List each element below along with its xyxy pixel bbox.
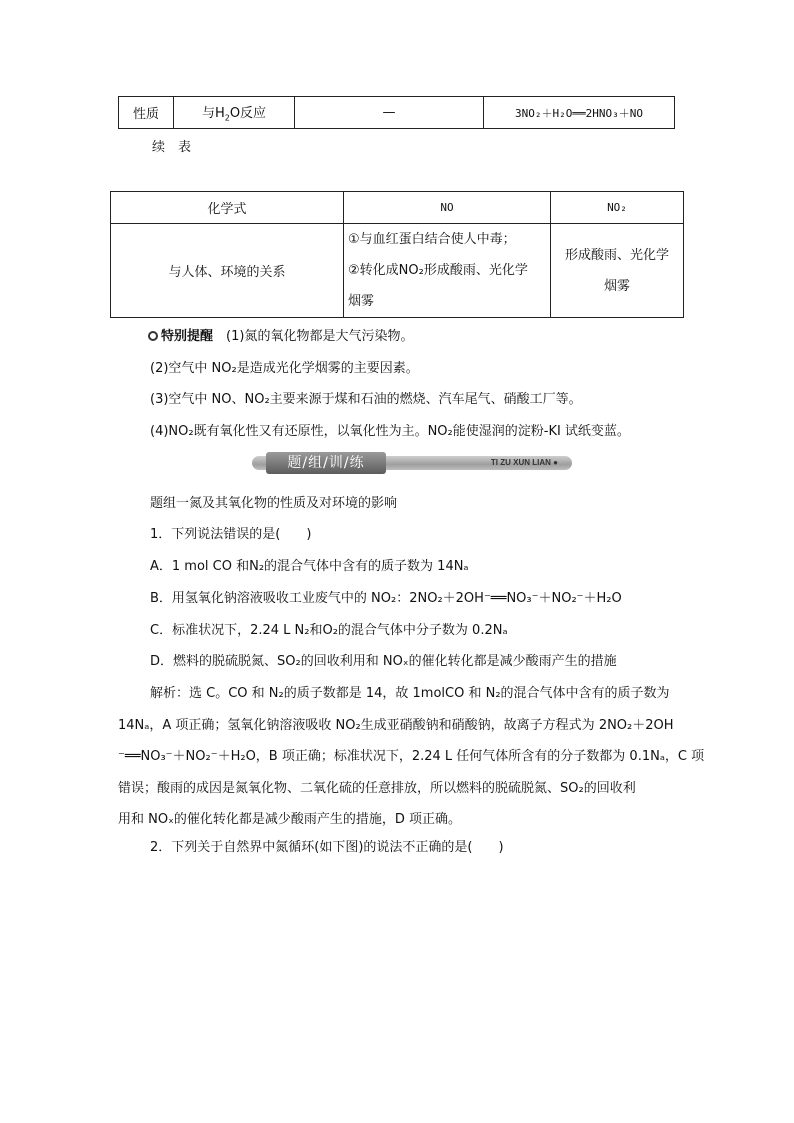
section-banner xyxy=(252,452,572,474)
banner-title: 题/组/训/练 xyxy=(266,452,386,474)
table-cell: 与人体、环境的关系 xyxy=(111,224,344,318)
cell-line: ②转化成NO₂形成酸雨、光化学 xyxy=(348,263,528,278)
analysis-line: 错误；酸雨的成因是氮氧化物、二氧化硫的任意排放，所以燃料的脱硫脱氮、SO₂的回收利 xyxy=(118,781,636,796)
relation-table xyxy=(110,191,684,318)
table-cell xyxy=(174,97,295,129)
tip-bullet-icon xyxy=(148,331,158,341)
analysis-line: 用和 NOₓ的催化转化都是减少酸雨产生的措施，D 项正确。 xyxy=(118,812,462,827)
banner-subtitle-text: TI ZU XUN LIAN xyxy=(490,458,551,467)
analysis-line: ⁻══NO₃⁻＋NO₂⁻＋H₂O，B 项正确；标准状况下，2.24 L 任何气体所含有的分子数都为 0.1Nₐ，C 项 xyxy=(118,749,705,764)
table-header-cell: 化学式 xyxy=(111,192,344,224)
table-header-cell: NO xyxy=(344,192,551,224)
cell-line: 烟雾 xyxy=(348,294,375,309)
table-cell xyxy=(344,224,551,318)
analysis-line: 解析：选 C。CO 和 N₂的质子数都是 14，故 1molCO 和 N₂的混合气体中含有的质子数为 xyxy=(150,686,670,701)
question-2-stem: 2．下列关于自然界中氮循环(如下图)的说法不正确的是( ) xyxy=(150,840,504,855)
table-row xyxy=(111,224,684,318)
cell-text: 与H xyxy=(201,106,225,122)
section-title: 题组一氮及其氧化物的性质及对环境的影响 xyxy=(150,496,398,511)
table-cell: — xyxy=(295,97,484,129)
tip-line-1 xyxy=(148,325,413,344)
analysis-line: 14Nₐ，A 项正确；氢氧化钠溶液吸收 NO₂生成亚硝酸钠和硝酸钠，故离子方程式为 2NO₂＋2OH xyxy=(118,718,674,733)
table-cell: 性质 xyxy=(119,97,174,129)
cell-line: 烟雾 xyxy=(603,278,630,294)
table-header-cell: NO₂ xyxy=(551,192,684,224)
tip-item: (2)空气中 NO₂是造成光化学烟雾的主要因素。 xyxy=(150,361,419,376)
property-table xyxy=(118,96,675,129)
tip-title: 特别提醒 xyxy=(161,329,214,344)
cell-line: 形成酸雨、光化学 xyxy=(564,247,669,263)
table-cell: 3NO₂＋H₂O══2HNO₃＋NO xyxy=(484,97,675,129)
table-cell xyxy=(551,224,684,318)
option-b: B．用氢氧化钠溶液吸收工业废气中的 NO₂：2NO₂＋2OH⁻══NO₃⁻＋NO₂⁻＋H₂O xyxy=(150,591,622,606)
cell-text: O反应 xyxy=(229,106,267,122)
question-1-stem: 1．下列说法错误的是( ) xyxy=(150,527,312,542)
option-d: D．燃料的脱硫脱氮、SO₂的回收利用和 NOₓ的催化转化都是减少酸雨产生的措施 xyxy=(150,654,617,669)
banner-subtitle xyxy=(491,456,558,470)
cell-line: ①与血红蛋白结合使人中毒； xyxy=(348,232,516,247)
tip-item: (3)空气中 NO、NO₂主要来源于煤和石油的燃烧、汽车尾气、硝酸工厂等。 xyxy=(150,392,582,407)
tip-item: (1)氮的氧化物都是大气污染物。 xyxy=(226,329,414,344)
cell-subscript: 2 xyxy=(224,113,230,123)
option-a: A．1 mol CO 和N₂的混合气体中含有的质子数为 14Nₐ xyxy=(150,559,469,574)
continued-label: 续 表 xyxy=(152,140,192,155)
dot-icon: ● xyxy=(553,458,558,467)
table-row xyxy=(111,192,684,224)
option-c: C．标准状况下，2.24 L N₂和O₂的混合气体中分子数为 0.2Nₐ xyxy=(150,623,508,638)
table-row xyxy=(119,97,675,129)
tip-item: (4)NO₂既有氧化性又有还原性，以氧化性为主。NO₂能使湿润的淀粉-KI 试纸变蓝。 xyxy=(150,424,630,439)
